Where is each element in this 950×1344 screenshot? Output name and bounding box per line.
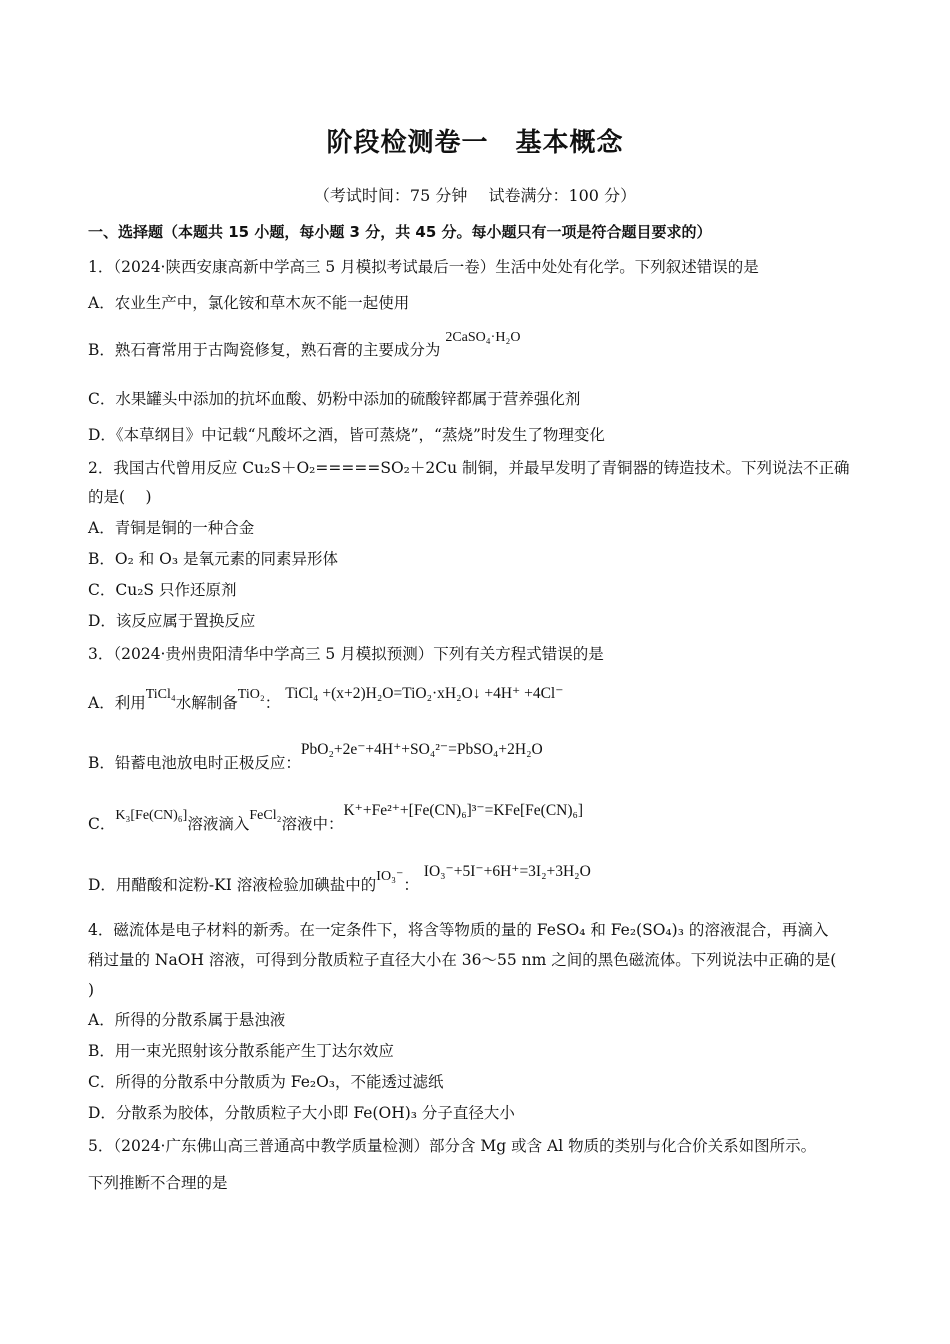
q3-a-ticl4: TiCl₄ bbox=[145, 687, 176, 702]
q1-option-a: A．农业生产中，氯化铵和草木灰不能一起使用 bbox=[88, 294, 410, 312]
q3-a-tio2: TiO₂ bbox=[237, 687, 265, 702]
q3-b-pre: B．铅蓄电池放电时正极反应： bbox=[88, 754, 301, 772]
q1-option-b-text: B．熟石膏常用于古陶瓷修复，熟石膏的主要成分为 bbox=[88, 341, 441, 359]
q4-stem-line1: 4．磁流体是电子材料的新秀。在一定条件下，将含等物质的量的 FeSO₄ 和 Fe₂(SO₄)₃ 的溶液混合，再滴入 bbox=[88, 921, 829, 939]
q2-option-b: B．O₂ 和 O₃ 是氧元素的同素异形体 bbox=[88, 550, 339, 568]
exam-info: （考试时间：75 分钟 试卷满分：100 分） bbox=[313, 186, 637, 205]
q1-option-d: D．《本草纲目》中记载“凡酸坏之酒，皆可蒸烧”，“蒸烧”时发生了物理变化 bbox=[88, 426, 605, 444]
q2-option-d: D．该反应属于置换反应 bbox=[88, 612, 256, 630]
q3-c-reagent: K₃[Fe(CN)₆] bbox=[115, 808, 188, 823]
q1-option-b bbox=[88, 330, 521, 363]
q3-option-c bbox=[88, 802, 584, 837]
q3-a-mid: 水解制备 bbox=[175, 694, 238, 712]
q3-a-equation: TiCl₄ +(x+2)H₂O=TiO₂·xH₂O↓ +4H⁺ +4Cl⁻ bbox=[285, 685, 564, 702]
q4-option-a: A．所得的分散系属于悬浊液 bbox=[88, 1011, 286, 1029]
section-heading: 一、选择题（本题共 15 小题，每小题 3 分，共 45 分。每小题只有一项是符合题目要求的） bbox=[88, 223, 712, 241]
q2-stem-line2: 的是( ) bbox=[88, 488, 152, 506]
q3-option-d bbox=[88, 863, 591, 898]
q4-option-d: D．分散系为胶体，分散质粒子大小即 Fe(OH)₃ 分子直径大小 bbox=[88, 1104, 515, 1122]
q1-option-c: C．水果罐头中添加的抗坏血酸、奶粉中添加的硫酸锌都属于营养强化剂 bbox=[88, 390, 581, 408]
q3-b-equation: PbO₂+2e⁻+4H⁺+SO₄²⁻=PbSO₄+2H₂O bbox=[300, 741, 543, 758]
q3-option-b bbox=[88, 741, 543, 775]
q4-stem-line3: ) bbox=[88, 981, 95, 999]
q3-d-equation: IO₃⁻+5I⁻+6H⁺=3I₂+3H₂O bbox=[423, 863, 591, 880]
q3-c-fecl2: FeCl₂ bbox=[249, 808, 282, 823]
q4-stem-line2: 稍过量的 NaOH 溶液，可得到分散质粒子直径大小在 36～55 nm 之间的黑色磁流体。下列说法中正确的是( bbox=[88, 951, 837, 969]
q3-option-a bbox=[88, 685, 564, 716]
q4-option-b: B．用一束光照射该分散系能产生丁达尔效应 bbox=[88, 1042, 394, 1060]
q3-c-equation: K⁺+Fe²⁺+[Fe(CN)₆]³⁻=KFe[Fe(CN)₆] bbox=[343, 802, 584, 819]
q5-stem-line1: 5．（2024·广东佛山高三普通高中教学质量检测）部分含 Mg 或含 Al 物质的类别与化合价关系如图所示。 bbox=[88, 1137, 817, 1155]
q3-a-pre: A．利用 bbox=[88, 694, 146, 712]
q3-c-post: 溶液中： bbox=[281, 815, 344, 833]
q3-c-pre: C． bbox=[88, 815, 116, 833]
q2-option-c: C．Cu₂S 只作还原剂 bbox=[88, 581, 237, 599]
q5-stem-line2: 下列推断不合理的是 bbox=[88, 1174, 228, 1192]
q3-d-ion: IO₃⁻ bbox=[376, 869, 404, 884]
q3-d-post: ： bbox=[403, 876, 419, 894]
q3-c-mid: 溶液滴入 bbox=[187, 815, 250, 833]
q3-stem: 3．（2024·贵州贵阳清华中学高三 5 月模拟预测）下列有关方程式错误的是 bbox=[88, 645, 604, 663]
q4-option-c: C．所得的分散系中分散质为 Fe₂O₃，不能透过滤纸 bbox=[88, 1073, 444, 1091]
q1-stem: 1．（2024·陕西安康高新中学高三 5 月模拟考试最后一卷）生活中处处有化学。下列叙述错误的是 bbox=[88, 258, 759, 276]
q2-option-a: A．青铜是铜的一种合金 bbox=[88, 519, 255, 537]
q1-option-b-formula: 2CaSO₄·H₂O bbox=[445, 330, 521, 345]
q3-d-pre: D．用醋酸和淀粉-KI 溶液检验加碘盐中的 bbox=[88, 876, 377, 894]
q3-a-post: ： bbox=[264, 694, 281, 712]
page-title: 阶段检测卷一 基本概念 bbox=[326, 128, 624, 158]
q2-stem-line1: 2．我国古代曾用反应 Cu₂S＋O₂=====SO₂＋2Cu 制铜，并最早发明了青铜器的铸造技术。下列说法不正确 bbox=[88, 459, 850, 477]
